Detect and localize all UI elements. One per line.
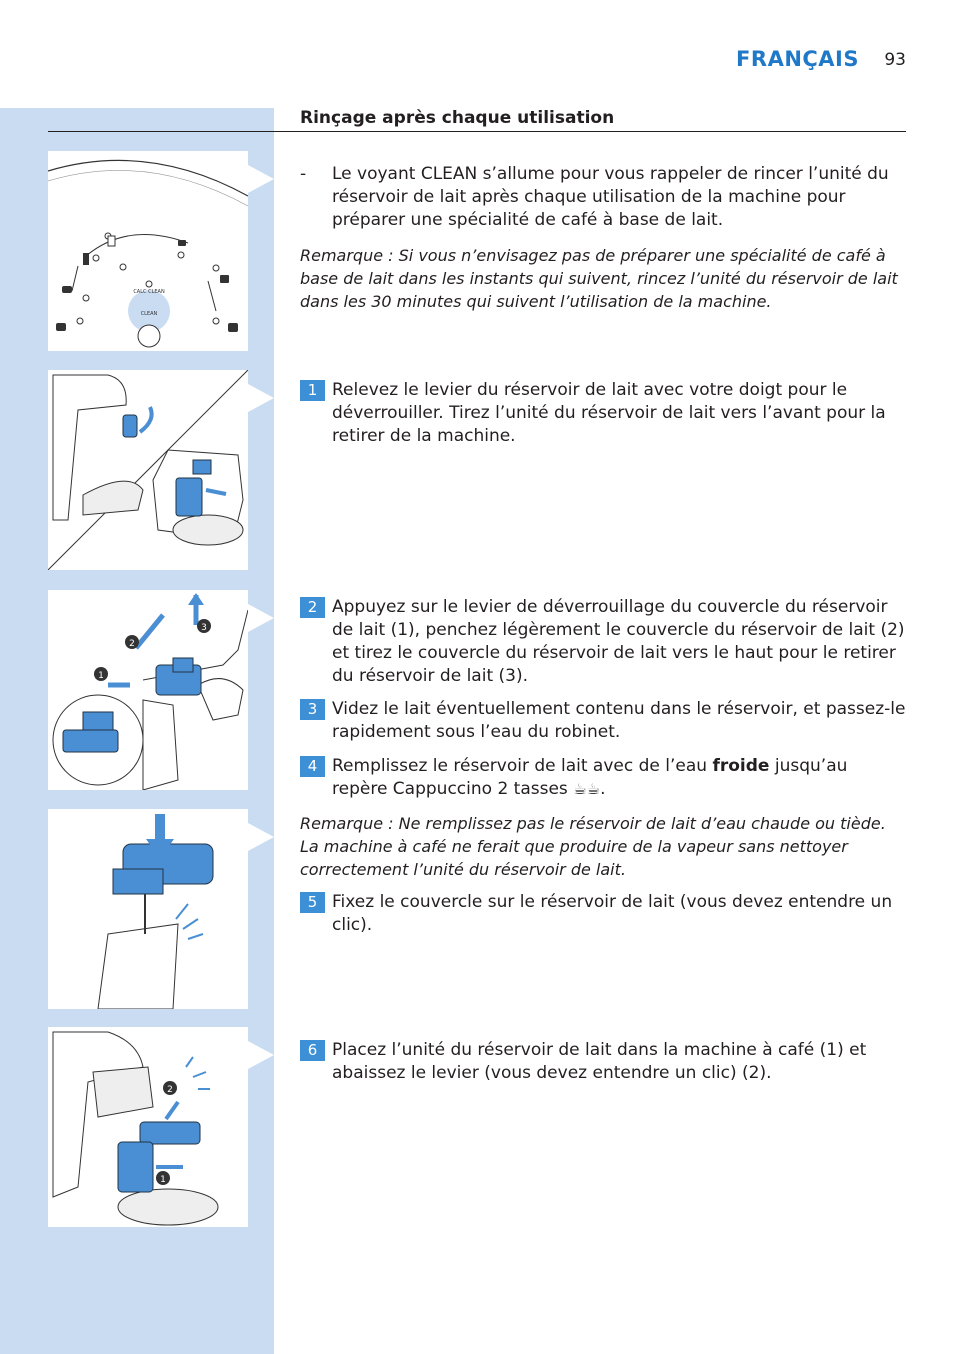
step-number-badge: 2 bbox=[300, 597, 325, 618]
step-text: Appuyez sur le levier de déverrouillage du couvercle du réservoir de lait (1), penchez légèrement le couvercle du réservoir de lait (2) et tirez le couvercle du réservoir de lait vers le haut pour le retirer du réservoir de lait (3). bbox=[332, 597, 905, 686]
section-divider bbox=[48, 131, 906, 132]
step-text: Videz le lait éventuellement contenu dans le réservoir, et passez-le rapidement sous l’eau du robinet. bbox=[332, 699, 906, 742]
calc-clean-label: CALC CLEAN bbox=[133, 289, 165, 295]
section-title: Rinçage après chaque utilisation bbox=[300, 108, 615, 128]
step-number-badge: 1 bbox=[300, 380, 325, 401]
callout-two: 2 bbox=[129, 639, 135, 649]
panel-pointer bbox=[248, 165, 274, 193]
illustration-remove-lid bbox=[48, 590, 248, 790]
page-number: 93 bbox=[884, 50, 906, 70]
note-cold-water: Remarque : Ne remplissez pas le réservoir de lait d’eau chaude ou tiède. La machine à café ne ferait que produire de la vapeur sans nettoyer correctement l’unité du réservoir de lait. bbox=[300, 814, 886, 879]
panel-pointer bbox=[248, 384, 274, 412]
step-text-bold: froide bbox=[712, 756, 770, 776]
step-number-badge: 3 bbox=[300, 699, 325, 720]
callout-one: 1 bbox=[160, 1175, 166, 1185]
step-text-part: . bbox=[600, 779, 606, 799]
step-6 bbox=[300, 1039, 906, 1085]
panel-pointer bbox=[248, 823, 274, 851]
step-text: Relevez le levier du réservoir de lait avec votre doigt pour le déverrouiller. Tirez l’unité du réservoir de lait vers l’avant pour la retirer de la machine. bbox=[332, 380, 886, 446]
panel-pointer bbox=[248, 1041, 274, 1069]
step-3 bbox=[300, 698, 906, 744]
illustration-place-unit bbox=[48, 1027, 248, 1227]
panel-pointer bbox=[248, 604, 274, 632]
callout-two: 2 bbox=[167, 1085, 173, 1095]
callout-one: 1 bbox=[98, 671, 104, 681]
step-text: Fixez le couvercle sur le réservoir de lait (vous devez entendre un clic). bbox=[332, 892, 893, 935]
illustration-control-panel bbox=[48, 151, 248, 351]
step-5 bbox=[300, 891, 906, 937]
illustration-attach-lid bbox=[48, 809, 248, 1009]
clean-label: CLEAN bbox=[140, 311, 158, 317]
step-text bbox=[332, 755, 906, 801]
step-text-part: jusqu’au repère Cappuccino 2 tasses bbox=[332, 756, 848, 799]
note-rinse-timing: Remarque : Si vous n’envisagez pas de préparer une spécialité de café à base de lait dans les instants qui suivent, rincez l’unité du réservoir de lait dans les 30 minutes qui suivent l’utilisation de la machine. bbox=[300, 246, 898, 311]
callout-three: 3 bbox=[201, 623, 207, 633]
language-heading: FRANÇAIS bbox=[736, 47, 859, 71]
step-2 bbox=[300, 596, 906, 688]
step-number-badge: 6 bbox=[300, 1040, 325, 1061]
step-text-part: Remplissez le réservoir de lait avec de l’eau bbox=[332, 756, 713, 776]
reminder-bullet bbox=[300, 163, 906, 232]
bullet-text: Le voyant CLEAN s’allume pour vous rappeler de rincer l’unité du réservoir de lait après chaque utilisation de la machine pour préparer une spécialité de café à base de lait. bbox=[332, 164, 889, 230]
step-text: Placez l’unité du réservoir de lait dans la machine à café (1) et abaissez le levier (vous devez entendre un clic) (2). bbox=[332, 1040, 867, 1083]
two-cups-icon: ☕☕ bbox=[573, 780, 601, 798]
step-number-badge: 4 bbox=[300, 756, 325, 777]
step-number-badge: 5 bbox=[300, 892, 325, 913]
step-4 bbox=[300, 755, 906, 801]
illustration-remove-milk-unit bbox=[48, 370, 248, 570]
step-1 bbox=[300, 379, 906, 448]
bullet-dash: - bbox=[300, 164, 307, 184]
